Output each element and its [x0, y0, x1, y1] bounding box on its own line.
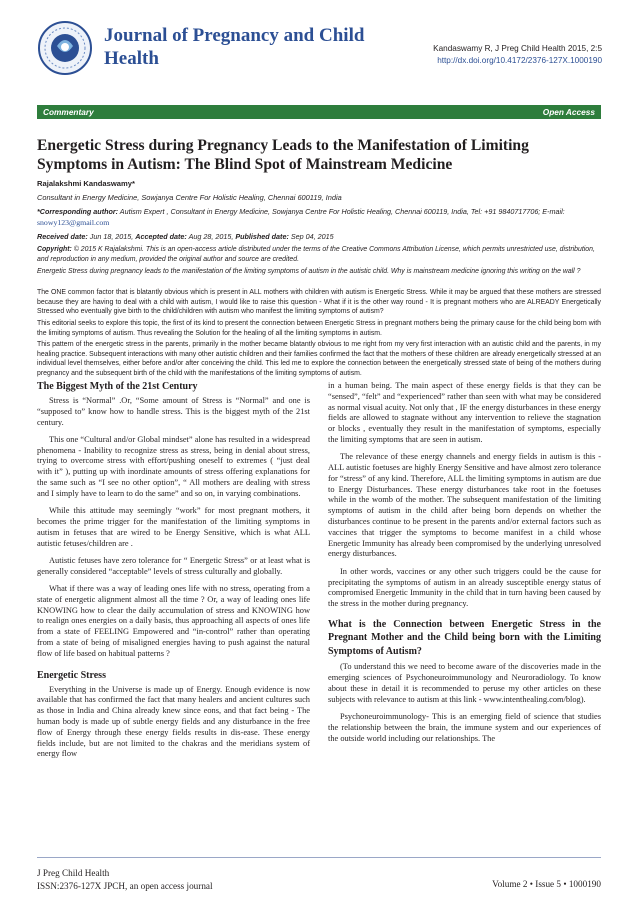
corresponding-label: *Corresponding author: — [37, 207, 119, 216]
section-heading: What is the Connection between Energetic Stress in the Pregnant Mother and the Child being born with the Limiting Symptoms of Autism? — [328, 618, 601, 657]
journal-logo — [37, 20, 93, 76]
published-date: Sep 04, 2015 — [290, 232, 334, 241]
footer-divider — [37, 857, 601, 858]
corresponding-author — [37, 207, 601, 228]
accepted-date: Aug 28, 2015, — [188, 232, 234, 241]
published-label: Published date: — [235, 232, 289, 241]
footer-journal-info — [37, 867, 213, 892]
received-date: Jun 18, 2015, — [89, 232, 134, 241]
article-type-banner — [37, 105, 601, 119]
body-paragraph: What if there was a way of leading ones life with no stress, operating from a state of energetic alignment almost all the time ? Or, a way of leading ones life KNOWING how to clear the daily accumulation of stress and KNOWING how to realign ones energies on a daily basis, thus approaching all aspects of ones life from a state of FEELING Empowered and “in-control” rather than operating from a state of being of misaligned energies having to push against the natural flow of life based on habitual patterns ? — [37, 583, 310, 658]
body-paragraph: in a human being. The main aspect of these energy fields is that they can be “sensed”, “felt” and “experienced” rather than seen with what may be considered as normal visual acuity. Not only that , IF the energy disturbances in these energy fields are allowed to stagnate without any intervention to relieve the stagnation or blocks , eventually they result in the manifestation of symptoms, especially the limiting symptoms that are seen in autism. — [328, 381, 601, 444]
article-type: Commentary — [43, 107, 94, 117]
doi-link[interactable]: http://dx.doi.org/10.4172/2376-127X.1000190 — [437, 55, 602, 65]
body-paragraph: While this attitude may seemingly “work” for most pregnant mothers, it becomes the prime trigger for the manifestation of the limiting symptoms in autism in fetuses that are wired to be Energy Sensitive, which is what ALL autistic fetuses/children are . — [37, 506, 310, 548]
citation: Kandaswamy R, J Preg Child Health 2015, 2:5 — [433, 44, 602, 53]
copyright-label: Copyright: — [37, 246, 72, 253]
body-paragraph: Everything in the Universe is made up of Energy. Enough evidence is now available that has confirmed the fact that many healers and ancient cultures such as those in India and China already knew since eons, and that fact being - The human body is made up of subtle energy fields and any disturbance in the free flow of Energy through these energy fields results in dis-ease. These energy fields include, but are not limited to the chakras and the meridians system of energy flow — [37, 684, 310, 759]
copyright-text: © 2015 K Rajalakshmi. This is an open-access article distributed under the terms of the Creative Commons Attribution License, which permits unrestricted use, distribution, and reproduction in any medium, provided the original author and source are credited. — [37, 246, 595, 263]
accepted-label: Accepted date: — [135, 232, 187, 241]
right-column — [328, 381, 601, 751]
open-access-label: Open Access — [542, 107, 595, 117]
article-dates — [37, 232, 334, 241]
journal-title[interactable]: Journal of Pregnancy and Child Health — [104, 25, 365, 69]
body-paragraph: (To understand this we need to become aware of the discoveries made in the emerging sciences of Psychoneuroimmunology and Neuroradiology. To know about these in detail it is recommended to peruse my other articles on these subjects with relevance to autism at this link - www.intenthealing.com/blog). — [328, 662, 601, 704]
email-link[interactable]: snowy123@gmail.com — [37, 217, 110, 227]
section-heading: The Biggest Myth of the 21st Century — [37, 381, 198, 392]
corresponding-text: Autism Expert , Consultant in Energy Medicine, Sowjanya Centre For Holistic Healing, Chennai 600119, India, Tel: +91 9840717706; E-mail: — [119, 207, 565, 216]
abstract-paragraph: Energetic Stress during pregnancy leads to the manifestation of the limiting symptoms of autism in the autistic child. Why is mainstream medicine ignoring this writing on the wall ? — [37, 268, 581, 275]
footer-journal: J Preg Child Health — [37, 868, 110, 878]
received-label: Received date: — [37, 232, 88, 241]
body-paragraph: Autistic fetuses have zero tolerance for “ Energetic Stress” or at least what is generally considered “acceptable” levels of stress culturally and globally. — [37, 555, 310, 576]
abstract-paragraph: The ONE common factor that is blatantly obvious which is present in ALL mothers with children with autism is Energetic Stress. While it may be argued that these mothers are stressed because they are having to deal with a child with autism, I would like to raise this question - What if it is the other way round - It is pregnant mothers who are ALREADY Energetically Stressed who eventually give birth to the child/children with autism who manifest the limiting symptoms of autism? — [37, 289, 601, 316]
body-paragraph: This one “Cultural and/or Global mindset” alone has resulted in a widespread phenomena - Inability to recognize stress as stress, being in denial about stress, trying to overcome stress with effort/pushing oneself to extremes ( “just deal with it” ), putting up with inordinate amounts of stress offering explanations for the same such as “I see no other option”, “ All mothers are dealing with stress and I simply have to learn to do the same” and so on, in varying combinations. — [37, 434, 310, 498]
citation-block — [433, 43, 602, 66]
left-column — [37, 381, 310, 767]
body-paragraph: The relevance of these energy channels and energy fields in autism is this - ALL autistic foetuses are highly Energy Sensitive and have almost zero tolerance for “stress” of any kind. Therefore, ALL the limiting symptoms in autism are due to Energy Disturbances. These energy disturbances take root in the foetuses while in the womb of the mother. The subsequent manifestation of the limiting symptoms of autism in the child after being born depends on whether the disturbances continue to be present in the parents and/or external factors such as vaccines that trigger the symptoms to become manifest in a child whose Energetic Immunity has already been compromised by the underlying unresolved energy disturbances. — [328, 452, 601, 559]
body-paragraph: Psychoneuroimmunology- This is an emerging field of science that studies the relationship between the brain, the immune system and our experiences of the outside world including our relationships. The — [328, 712, 601, 743]
author-name: Rajalakshmi Kandaswamy* — [37, 179, 135, 188]
copyright-notice — [37, 245, 601, 264]
footer-volume: Volume 2 • Issue 5 • 1000190 — [492, 879, 601, 889]
section-heading: Energetic Stress — [37, 669, 106, 681]
body-paragraph: Stress is “Normal” .Or, “Some amount of Stress is “Normal” and one is “supposed to” know how to handle stress. This is the biggest myth of the 21st century. — [37, 396, 310, 427]
abstract-paragraph: This editorial seeks to explore this topic, the first of its kind to present the connection between Energetic Stress in pregnant mothers being the primary cause for the child being born with the limiting symptoms of autism. Thus revealing the Solution for the healing of all the limiting symptoms in autism. — [37, 320, 601, 337]
article-title: Energetic Stress during Pregnancy Leads to the Manifestation of Limiting Symptoms in Autism: The Blind Spot of Mainstream Medicine — [37, 137, 529, 173]
affiliation: Consultant in Energy Medicine, Sowjanya Centre For Holistic Healing, Chennai 600119, India — [37, 193, 342, 202]
abstract-paragraph: This pattern of the energetic stress in the parents, primarily in the mother became blatantly obvious to me right from my very first interaction with an autistic child and the parents, in my healing practice. Subsequent interactions with many other autistic children and their families confirmed the fact that the mothers of these children are already energetically stressed at an individual level themselves, either before and/or after conceiving the child. This led me to explore the connection between the energetically stressed state of being of the mothers during pregnancy and the subsequent birth of the child with the manifestations of the limiting symptoms of autism. — [37, 341, 601, 377]
body-paragraph: In other words, vaccines or any other such triggers could be the cause for precipitating the symptoms of autism in an already susceptible energy status of compromised Energetic Immunity in the child that in turn having been caused by the stress in the mother during pregnancy. — [328, 566, 601, 609]
footer-issn: ISSN:2376-127X JPCH, an open access journal — [37, 880, 213, 891]
